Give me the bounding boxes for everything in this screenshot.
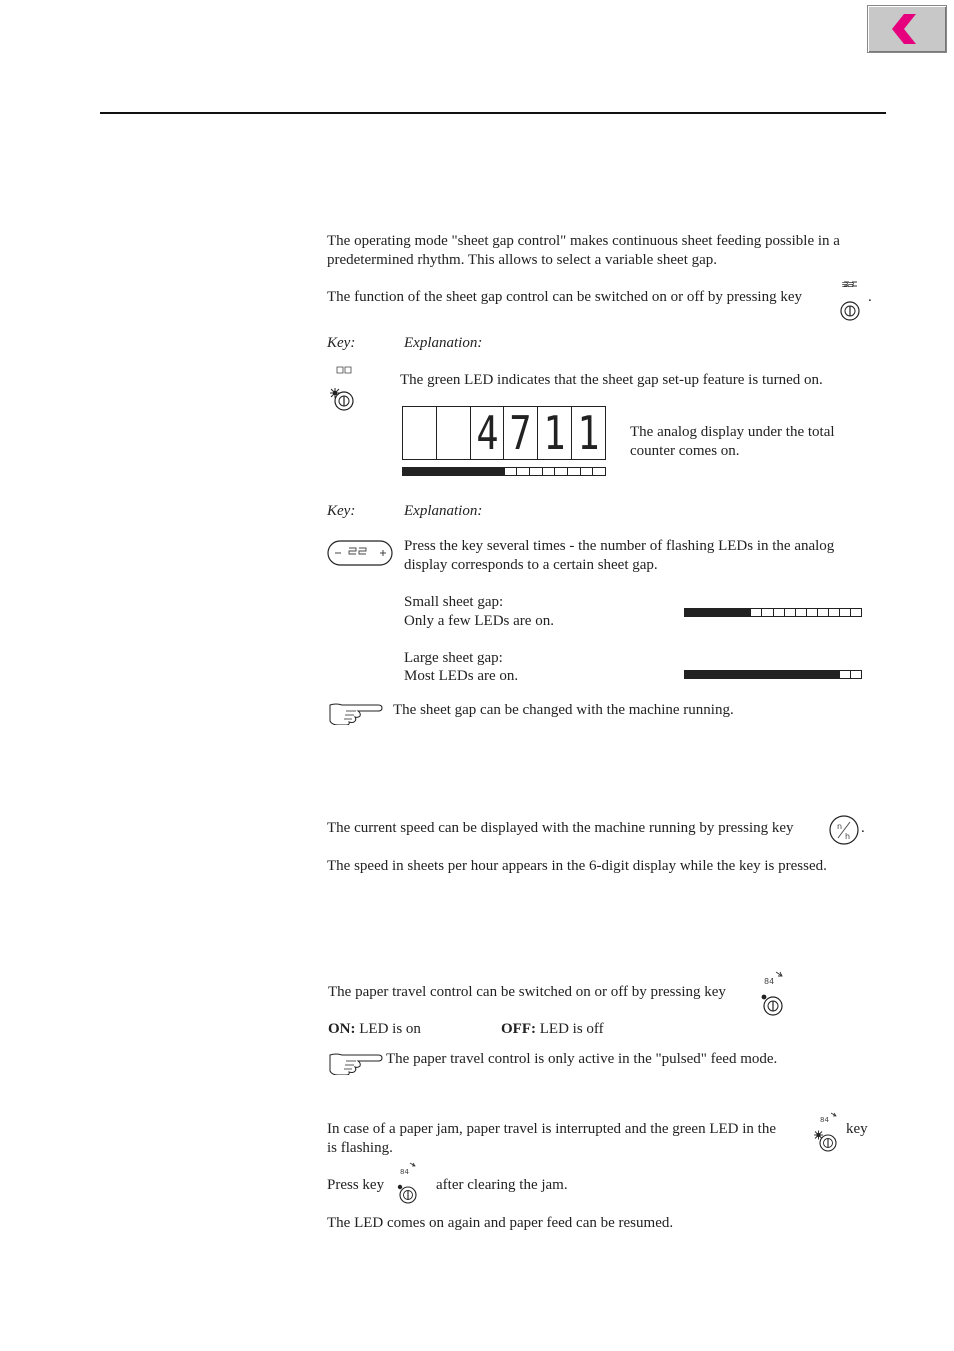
press-key-label: Press key bbox=[327, 1177, 385, 1193]
table2-key-header: Key: bbox=[327, 503, 356, 519]
led-segment bbox=[751, 671, 762, 678]
travel-note: The paper travel control is only active in the "pulsed" feed mode. bbox=[386, 1051, 778, 1067]
on-status-line bbox=[328, 1020, 421, 1039]
jam-paragraph-line1: In case of a paper jam, paper travel is interrupted and the green LED in the bbox=[327, 1121, 776, 1137]
led-segment bbox=[403, 468, 416, 475]
led-segment bbox=[685, 609, 696, 616]
led-segment bbox=[729, 671, 740, 678]
digit: 7 bbox=[509, 406, 532, 460]
led-segment bbox=[851, 671, 861, 678]
small-gap-title: Small sheet gap: bbox=[404, 594, 504, 610]
speed-period: . bbox=[861, 820, 865, 836]
led-segment bbox=[807, 671, 818, 678]
paper-travel-key-flashing-icon bbox=[812, 1112, 844, 1159]
led-again-text: The LED comes on again and paper feed can be resumed. bbox=[327, 1215, 674, 1231]
speed-paragraph: The current speed can be displayed with the machine running by pressing key bbox=[327, 820, 794, 836]
led-segment bbox=[774, 609, 785, 616]
svg-text:84: 84 bbox=[764, 977, 775, 986]
led-segment bbox=[729, 609, 740, 616]
on-label: ON: bbox=[328, 1021, 356, 1037]
digit: 1 bbox=[543, 406, 566, 460]
led-segment bbox=[555, 468, 568, 475]
pointing-hand-icon bbox=[328, 1049, 384, 1080]
led-segment bbox=[479, 468, 492, 475]
table1-key-header: Key: bbox=[327, 335, 356, 351]
paper-travel-key-icon[interactable] bbox=[758, 970, 788, 1023]
on-text: LED is on bbox=[359, 1021, 421, 1037]
large-gap-led-bar bbox=[684, 670, 862, 679]
led-segment bbox=[774, 671, 785, 678]
led-segment bbox=[851, 609, 861, 616]
led-segment bbox=[840, 609, 851, 616]
led-segment bbox=[685, 671, 696, 678]
large-gap-title: Large sheet gap: bbox=[404, 650, 503, 666]
led-segment bbox=[762, 671, 773, 678]
header-rule bbox=[100, 112, 886, 114]
switch-paragraph: The function of the sheet gap control can be switched on or off by pressing key bbox=[327, 289, 803, 305]
back-button[interactable] bbox=[867, 5, 947, 53]
travel-paragraph: The paper travel control can be switched on or off by pressing key bbox=[328, 984, 726, 1000]
led-segment bbox=[696, 671, 707, 678]
svg-text:84: 84 bbox=[400, 1168, 409, 1176]
svg-text:n: n bbox=[837, 822, 843, 831]
led-segment bbox=[466, 468, 479, 475]
led-segment bbox=[785, 671, 796, 678]
led-segment bbox=[416, 468, 429, 475]
led-segment bbox=[785, 609, 796, 616]
digit: 4 bbox=[475, 406, 499, 460]
led-segment bbox=[796, 609, 807, 616]
large-gap-desc: Most LEDs are on. bbox=[404, 668, 519, 684]
sheet-gap-note: The sheet gap can be changed with the machine running. bbox=[393, 702, 734, 718]
svg-text:h: h bbox=[845, 832, 851, 841]
led-segment bbox=[517, 468, 530, 475]
small-gap-desc: Only a few LEDs are on. bbox=[404, 613, 554, 629]
led-segment bbox=[505, 468, 518, 475]
speed-display-paragraph: The speed in sheets per hour appears in the 6-digit display while the key is pressed. bbox=[327, 858, 827, 874]
speed-key-icon[interactable] bbox=[828, 814, 860, 851]
table1-explanation-header: Explanation: bbox=[404, 335, 483, 351]
led-segment bbox=[829, 609, 840, 616]
led-segment bbox=[593, 468, 605, 475]
off-text: LED is off bbox=[539, 1021, 604, 1037]
off-label: OFF: bbox=[501, 1021, 536, 1037]
led-segment bbox=[428, 468, 441, 475]
switch-period: . bbox=[868, 289, 872, 305]
led-segment bbox=[454, 468, 467, 475]
led-segment bbox=[696, 609, 707, 616]
led-segment bbox=[707, 609, 718, 616]
counter-display bbox=[402, 406, 606, 460]
led-segment bbox=[740, 609, 751, 616]
led-segment bbox=[818, 671, 829, 678]
led-segment bbox=[707, 671, 718, 678]
led-segment bbox=[751, 609, 762, 616]
sheet-gap-key-icon[interactable] bbox=[836, 278, 866, 329]
digit-cell bbox=[471, 407, 505, 459]
intro-paragraph: The operating mode "sheet gap control" makes continuous sheet feeding possible in a predetermined rhythm. This allows to select a variable sheet gap. bbox=[327, 233, 840, 268]
led-segment bbox=[829, 671, 840, 678]
led-segment bbox=[762, 609, 773, 616]
sheet-gap-adjust-key-icon[interactable] bbox=[327, 540, 393, 573]
table2-explanation-header: Explanation: bbox=[404, 503, 483, 519]
digit-cell bbox=[538, 407, 572, 459]
digit-cell bbox=[504, 407, 538, 459]
sheet-gap-key-led-on-icon bbox=[328, 364, 360, 419]
digit: 1 bbox=[577, 406, 600, 460]
led-segment bbox=[818, 609, 829, 616]
led-segment bbox=[718, 671, 729, 678]
analog-led-bar bbox=[402, 467, 606, 476]
small-gap-led-bar bbox=[684, 608, 862, 617]
led-segment bbox=[441, 468, 454, 475]
analog-display-text: The analog display under the total counter comes on. bbox=[630, 424, 835, 459]
green-led-text: The green LED indicates that the sheet gap set-up feature is turned on. bbox=[400, 372, 823, 388]
led-segment bbox=[492, 468, 505, 475]
led-segment bbox=[718, 609, 729, 616]
digit-cell bbox=[572, 407, 605, 459]
jam-key-word: key bbox=[846, 1121, 868, 1137]
led-segment bbox=[530, 468, 543, 475]
led-segment bbox=[543, 468, 556, 475]
after-clearing-text: after clearing the jam. bbox=[436, 1177, 568, 1193]
led-segment bbox=[840, 671, 851, 678]
led-segment bbox=[796, 671, 807, 678]
off-status-line bbox=[501, 1020, 604, 1039]
led-segment bbox=[740, 671, 751, 678]
led-segment bbox=[807, 609, 818, 616]
svg-text:84: 84 bbox=[820, 1116, 829, 1124]
paper-travel-key-icon[interactable] bbox=[394, 1162, 424, 1213]
led-segment bbox=[581, 468, 594, 475]
pointing-hand-icon bbox=[328, 699, 384, 730]
jam-paragraph-line2: is flashing. bbox=[327, 1140, 393, 1156]
chevron-left-icon bbox=[890, 12, 924, 46]
digit-cell bbox=[403, 407, 437, 459]
svg-text:ᴟᴟ: ᴟᴟ bbox=[842, 279, 855, 290]
digit-cell bbox=[437, 407, 471, 459]
press-key-text: Press the key several times - the number of flashing LEDs in the analog display corresponds to a certain sheet gap. bbox=[404, 538, 835, 573]
led-segment bbox=[568, 468, 581, 475]
